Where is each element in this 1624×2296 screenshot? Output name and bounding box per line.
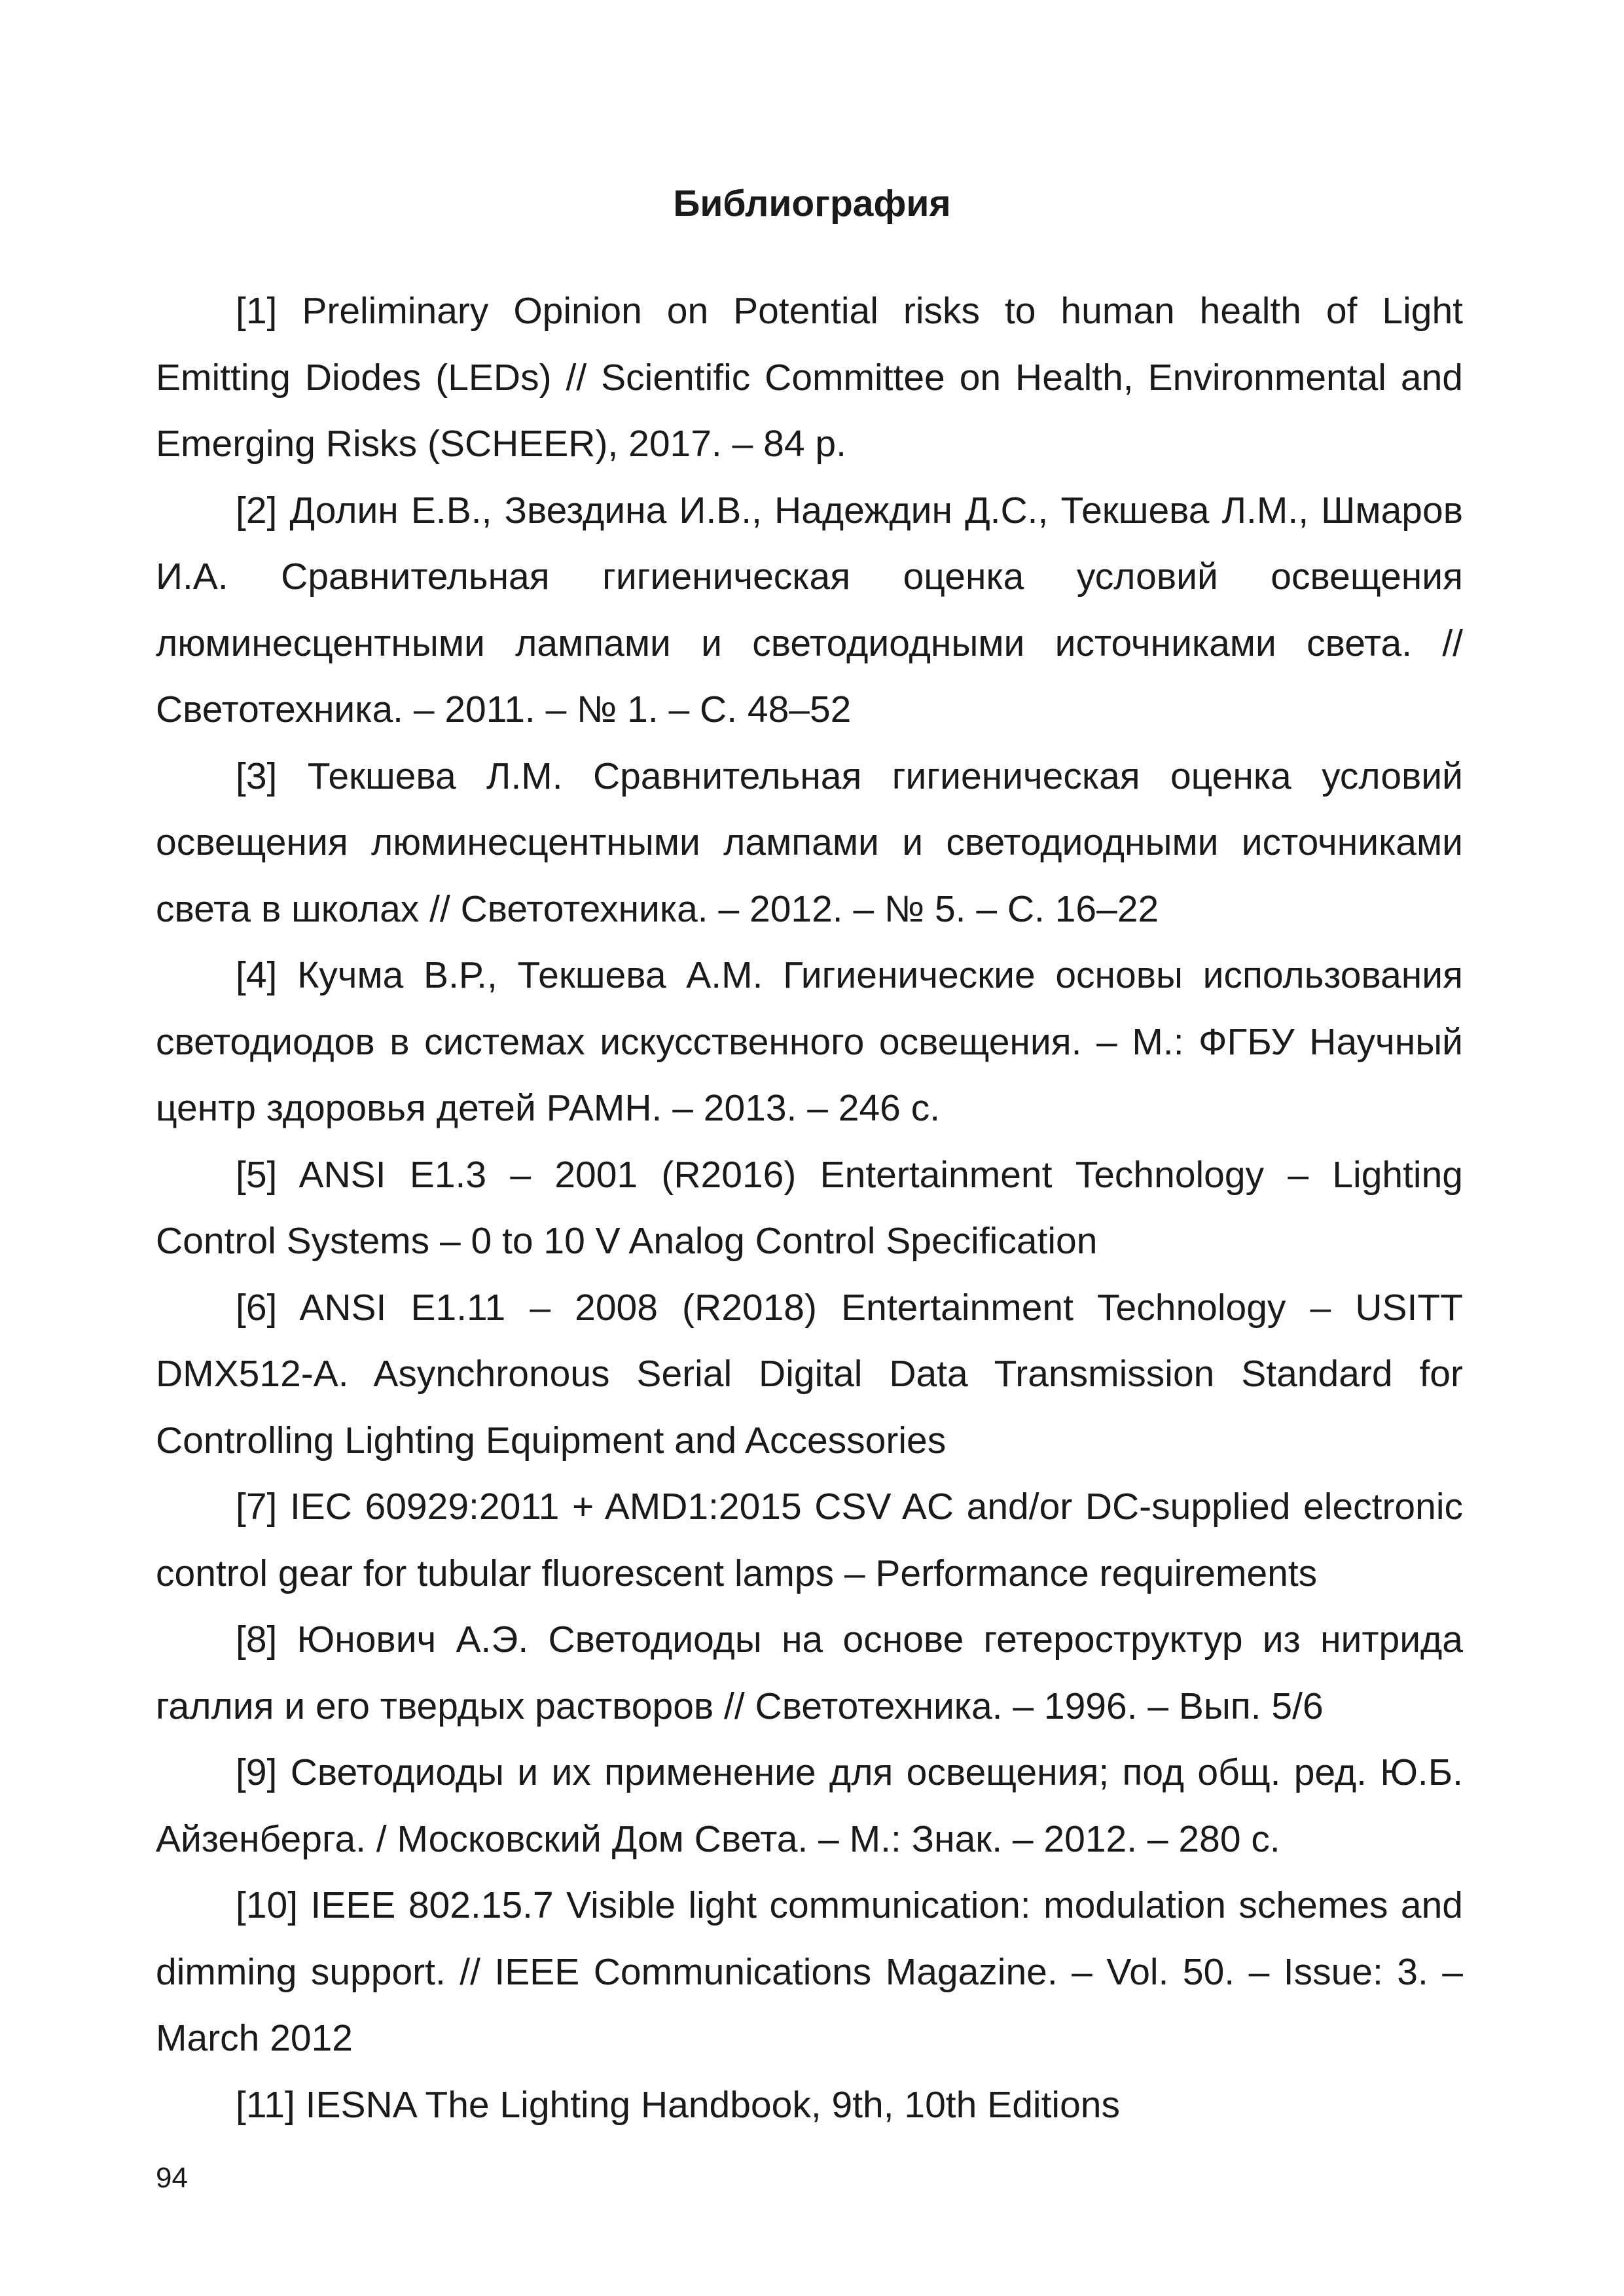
bibliography-entry-10: [10] IEEE 802.15.7 Visible light communication: modulation schemes and dimming support. // IEEE Communications Magazine. – Vol. 50. – Issue: 3. – March 2012: [156, 1884, 1463, 2059]
page-title: Библиография: [673, 183, 951, 225]
bibliography-entry-6: [6] ANSI E1.11 – 2008 (R2018) Entertainment Technology – USITT DMX512-A. Asynchronous Serial Digital Data Transmission Standard for Controlling Lighting Equipment and Accessories: [156, 1286, 1463, 1462]
page-number: 94: [156, 2162, 188, 2194]
bibliography-entry-2: [2] Долин Е.В., Звездина И.В., Надеждин Д.С., Текшева Л.М., Шмаров И.А. Сравнительная гигиеническая оценка условий освещения люминесцентными лампами и светодиодными источниками света. // Светотехника. – 2011. – № 1. – С. 48–52: [156, 489, 1463, 730]
bibliography-list: [156, 278, 1463, 2138]
bibliography-entry-5: [5] ANSI E1.3 – 2001 (R2016) Entertainment Technology – Lighting Control Systems – 0 to 10 V Analog Control Specification: [156, 1153, 1463, 1262]
bibliography-entry-1: [1] Preliminary Opinion on Potential risks to human health of Light Emitting Diodes (LEDs) // Scientific Committee on Health, Environmental and Emerging Risks (SCHEER), 2017. – 84 p.: [156, 290, 1463, 465]
bibliography-entry-11: [11] IESNA The Lighting Handbook, 9th, 10th Editions: [236, 2083, 1120, 2126]
bibliography-entry-8: [8] Юнович А.Э. Светодиоды на основе гетероструктур из нитрида галлия и его твердых растворов // Светотехника. – 1996. – Вып. 5/6: [156, 1619, 1463, 1727]
bibliography-entry-3: [3] Текшева Л.М. Сравнительная гигиеническая оценка условий освещения люминесцентными лампами и светодиодными источниками света в школах // Светотехника. – 2012. – № 5. – С. 16–22: [156, 755, 1463, 930]
bibliography-entry-4: [4] Кучма В.Р., Текшева А.М. Гигиенические основы использования светодиодов в системах искусственного освещения. – М.: ФГБУ Научный центр здоровья детей РАМН. – 2013. – 246 с.: [156, 954, 1463, 1129]
bibliography-entry-9: [9] Светодиоды и их применение для освещения; под общ. ред. Ю.Б. Айзенберга. / Московский Дом Света. – М.: Знак. – 2012. – 280 с.: [156, 1751, 1463, 1860]
bibliography-entry-7: [7] IEC 60929:2011 + AMD1:2015 CSV AC and/or DC-supplied electronic control gear for tubular fluorescent lamps – Performance requirements: [156, 1486, 1463, 1594]
